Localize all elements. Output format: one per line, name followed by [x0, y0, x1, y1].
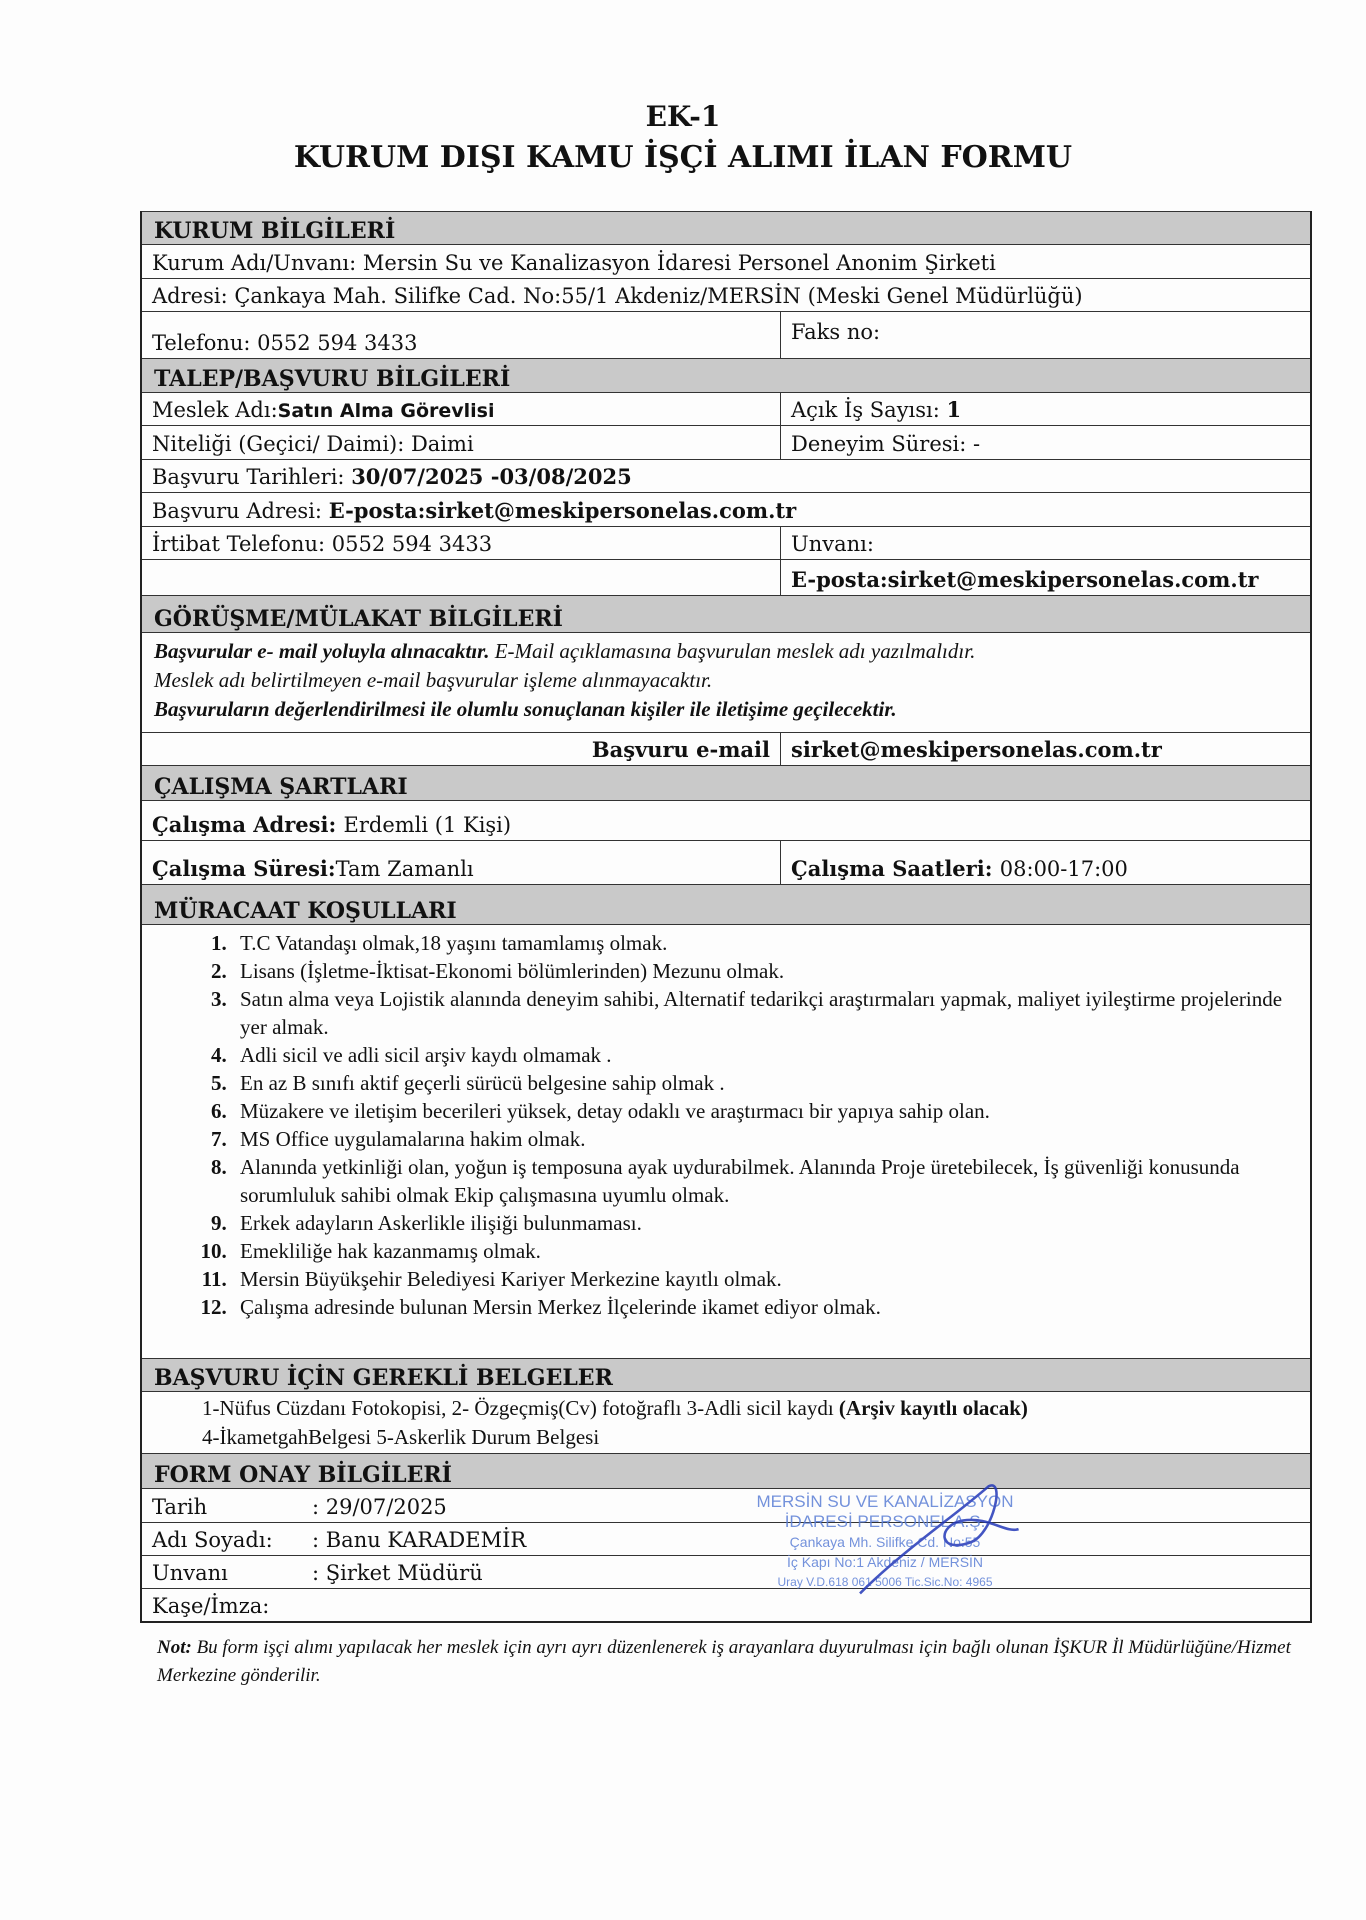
condition-item: 8. Alanında yetkinliği olan, yoğun iş temposuna ayak uydurabilmek. Alanında Proje üretebilecek, İş güvenliği konusunda sorumluluk sahibi olmak Ekip çalışmasına uyumlu olmak. — [232, 1153, 1310, 1209]
condition-item: 3. Satın alma veya Lojistik alanında deneyim sahibi, Alternatif tedarikçi araştırmaları yapmak, maliyet iyileştirme projelerinde yer almak. — [232, 985, 1310, 1041]
form-table — [140, 211, 1312, 1623]
footnote — [157, 1634, 1307, 1690]
contact-phone: İrtibat Telefonu: 0552 594 3433 — [142, 527, 781, 559]
application-address — [142, 498, 806, 526]
condition-item: 6. Müzakere ve iletişim becerileri yüksek, detay odaklı ve araştırmacı bir yapıya sahip olan. — [232, 1097, 1310, 1125]
fax: Faks no: — [791, 320, 881, 344]
documents-line-2: 4-İkametgahBelgesi 5-Askerlik Durum Belgesi — [202, 1425, 600, 1449]
condition-item: 4. Adli sicil ve adli sicil arşiv kaydı olmamak . — [232, 1041, 1310, 1069]
condition-item: 9. Erkek adayların Askerlikle ilişiği bulunmaması. — [232, 1209, 1310, 1237]
work-duration-label: Çalışma Süresi: — [152, 856, 336, 881]
job-name — [142, 393, 781, 425]
apply-address-value: E-posta:sirket@meskipersonelas.com.tr — [328, 498, 797, 523]
institution-address: Adresi: Çankaya Mah. Silifke Cad. No:55/1 Akdeniz/MERSİN (Meski Genel Müdürlüğü) — [152, 284, 1083, 308]
institution-phone: Telefonu: 0552 594 3433 — [142, 312, 781, 358]
stamp-line: İç Kapı No:1 Akdeniz / MERSİN — [786, 1554, 984, 1570]
condition-item: 10. Emekliliğe hak kazanmamış olmak. — [232, 1237, 1310, 1265]
stamp-line: İDARESİ PERSONEL A.Ş. — [784, 1512, 986, 1531]
experience: Deneyim Süresi: - — [791, 432, 981, 456]
condition-item: 5. En az B sınıfı aktif geçerli sürücü belgesine sahip olmak . — [232, 1069, 1310, 1097]
work-address-label: Çalışma Adresi: — [152, 812, 344, 837]
note-text: Bu form işçi alımı yapılacak her meslek için ayrı ayrı düzenlenerek iş arayanlara duyurulması için bağlı olunan İŞKUR İl Müdürlüğüne/Hizmet Merkezine gönderilir. — [157, 1637, 1291, 1686]
section-muracaat-header: MÜRACAAT KOŞULLARI — [142, 884, 1310, 924]
interview-line-1b: E-Mail açıklamasına başvurulan meslek adı yazılmalıdır. — [489, 639, 976, 663]
job-value: Satın Alma Görevlisi — [277, 400, 495, 422]
condition-item: 12. Çalışma adresinde bulunan Mersin Merkez İlçelerinde ikamet ediyor olmak. — [232, 1293, 1310, 1321]
apply-email-label: Başvuru e-mail — [142, 733, 781, 765]
job-label: Meslek Adı: — [152, 398, 278, 422]
signature-icon — [790, 1482, 1050, 1602]
stamp-line: Çankaya Mh. Silifke Cd. No:55 — [789, 1534, 981, 1550]
title-label: Unvanı — [152, 1561, 228, 1585]
condition-item: 1. T.C Vatandaşı olmak,18 yaşını tamamlamış olmak. — [232, 929, 1310, 957]
form-title: KURUM DIŞI KAMU İŞÇİ ALIMI İLAN FORMU — [293, 140, 1073, 175]
openings-label: Açık İş Sayısı: — [791, 398, 947, 422]
empty-cell — [142, 560, 781, 595]
interview-line-2: Meslek adı belirtilmeyen e-mail başvurular işleme alınmayacaktır. — [154, 668, 713, 692]
contact-title: Unvanı: — [791, 532, 874, 556]
stamp-label: Kaşe/İmza: — [152, 1594, 270, 1618]
section-talep-header: TALEP/BAŞVURU BİLGİLERİ — [142, 358, 1310, 392]
name-label: Adı Soyadı: — [152, 1528, 273, 1552]
contact-email: E-posta:sirket@meskipersonelas.com.tr — [791, 567, 1259, 592]
section-kurum-header: KURUM BİLGİLERİ — [142, 211, 1310, 244]
work-address-value: Erdemli (1 Kişi) — [343, 813, 512, 837]
date-label: Tarih — [152, 1495, 208, 1519]
job-nature: Niteliği (Geçici/ Daimi): Daimi — [142, 426, 781, 459]
interview-line-1a: Başvurular e- mail yoluyla alınacaktır. — [154, 639, 490, 663]
application-dates — [142, 464, 642, 492]
name-value: : Banu KARADEMİR — [312, 1528, 527, 1552]
section-onay-header: FORM ONAY BİLGİLERİ — [142, 1453, 1310, 1488]
dates-label: Başvuru Tarihleri: — [152, 465, 352, 489]
openings — [781, 397, 1310, 425]
annex-label: EK-1 — [645, 100, 721, 133]
work-duration-value: Tam Zamanlı — [335, 857, 474, 881]
section-gorusme-header: GÖRÜŞME/MÜLAKAT BİLGİLERİ — [142, 595, 1310, 632]
work-hours-value: 08:00-17:00 — [999, 857, 1128, 881]
openings-value: 1 — [946, 397, 962, 422]
work-hours — [781, 856, 1310, 884]
title-value: : Şirket Müdürü — [312, 1561, 483, 1585]
documents-line-1: 1-Nüfus Cüzdanı Fotokopisi, 2- Özgeçmiş(Cv) fotoğraflı 3-Adli sicil kaydı — [202, 1396, 839, 1420]
required-documents — [142, 1391, 1310, 1453]
work-duration — [142, 841, 781, 884]
work-hours-label: Çalışma Saatleri: — [791, 856, 1000, 881]
section-calisma-header: ÇALIŞMA ŞARTLARI — [142, 765, 1310, 800]
date-value: : 29/07/2025 — [312, 1495, 447, 1519]
interview-info — [142, 632, 1310, 732]
institution-name: Kurum Adı/Unvanı: Mersin Su ve Kanalizasyon İdaresi Personel Anonim Şirketi — [152, 251, 996, 275]
conditions-list — [142, 929, 1310, 1321]
condition-item: 7. MS Office uygulamalarına hakim olmak. — [232, 1125, 1310, 1153]
dates-value: 30/07/2025 -03/08/2025 — [351, 464, 632, 489]
condition-item: 11. Mersin Büyükşehir Belediyesi Kariyer Merkezine kayıtlı olmak. — [232, 1265, 1310, 1293]
section-belgeler-header: BAŞVURU İÇİN GEREKLİ BELGELER — [142, 1358, 1310, 1391]
work-address — [142, 812, 521, 840]
stamp-line: Uray V.D.618 061 5006 Tic.Sic.No: 4965 — [777, 1575, 993, 1589]
apply-email: sirket@meskipersonelas.com.tr — [791, 737, 1162, 762]
interview-line-3: Başvuruların değerlendirilmesi ile olumlu sonuçlanan kişiler ile iletişime geçilecektir. — [154, 697, 897, 721]
note-label: Not: — [157, 1637, 192, 1658]
condition-item: 2. Lisans (İşletme-İktisat-Ekonomi bölümlerinden) Mezunu olmak. — [232, 957, 1310, 985]
stamp-line: MERSİN SU VE KANALİZASYON — [756, 1492, 1014, 1511]
apply-address-label: Başvuru Adresi: — [152, 499, 329, 523]
documents-line-1-bold: (Arşiv kayıtlı olacak) — [838, 1396, 1028, 1420]
company-stamp — [730, 1492, 1040, 1592]
